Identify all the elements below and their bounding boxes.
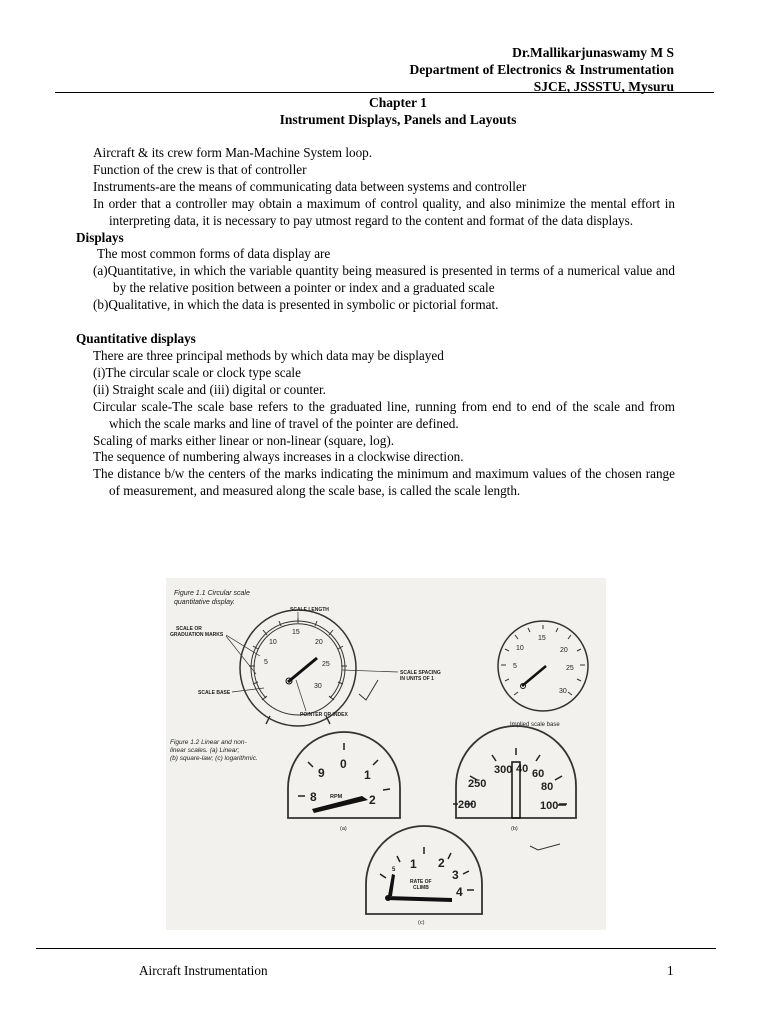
dial-c-unit-1: RATE OF — [410, 879, 432, 885]
dial1-num-25: 25 — [322, 661, 330, 668]
dial-a-num-1: 1 — [364, 768, 371, 782]
header-institution: SJCE, JSSSTU, Mysuru — [533, 79, 674, 94]
dial-c-pointer — [386, 896, 452, 902]
displays-lead: The most common forms of data display are — [97, 246, 331, 262]
dial-c-logarithmic — [366, 826, 482, 926]
dial-a-unit: RPM — [330, 794, 343, 800]
label-scale-base: SCALE BASE — [198, 690, 231, 696]
dial-c-unit-2: CLIMB — [413, 885, 429, 891]
dial-b-num-250: 250 — [468, 778, 487, 790]
page-number: 1 — [667, 963, 674, 978]
dial-c-label: (c) — [418, 920, 425, 926]
chapter-number: Chapter 1 — [369, 95, 427, 110]
intro-paragraph-4: In order that a controller may obtain a maximum of control quality, and also minimize the mental effort in interpreting data, it is necessary to pay utmost regard to the content and format of the data displays. — [93, 195, 675, 228]
dial-a-linear — [288, 732, 400, 832]
label-pointer: POINTER OR INDEX — [300, 712, 348, 718]
circular-scale-dial — [240, 610, 356, 726]
dial-a-num-2: 2 — [369, 793, 376, 807]
dial-c-num-3: 3 — [452, 868, 459, 882]
implied-scale-dial — [498, 621, 588, 711]
label-implied-scale: Implied scale base — [510, 722, 560, 728]
quant-line-7: The distance b/w the centers of the marks indicating the minimum and maximum values of the chosen range of measurement, and measured along the scale base, is called the scale length. — [93, 466, 675, 499]
label-spacing-1: SCALE SPACING — [400, 670, 441, 676]
dial1-num-15: 15 — [292, 629, 300, 636]
quant-line-4: Circular scale-The scale base refers to the graduated line, running from end to end of the scale and from which the scale marks and line of travel of the pointer are defined. — [93, 398, 675, 431]
handwritten-check-1 — [359, 680, 378, 700]
header-rule — [55, 92, 714, 93]
label-scale-marks-2: GRADUATION MARKS — [170, 632, 224, 638]
dial-a-num-0: 0 — [340, 757, 347, 771]
chapter-title: Instrument Displays, Panels and Layouts — [279, 112, 517, 127]
dial1-num-10: 10 — [269, 639, 277, 646]
dial2-num-5: 5 — [513, 663, 517, 670]
dial-c-num-1: 1 — [410, 857, 417, 871]
quant-line-3: (ii) Straight scale and (iii) digital or counter. — [93, 381, 326, 397]
dial-b-num-600: 60 — [532, 768, 545, 780]
quant-line-6: The sequence of numbering always increases in a clockwise direction. — [93, 449, 464, 465]
fig1-caption-1: Figure 1.1 Circular scale — [174, 590, 250, 597]
displays-item-a: (a)Quantitative, in which the variable quantity being measured is presented in terms of a numerical value and by the relative position between a pointer or index and a graduated scale — [93, 263, 675, 296]
dial2-num-15: 15 — [538, 635, 546, 642]
figure-drawing — [166, 578, 606, 930]
dial-a-num-8: 8 — [310, 790, 317, 804]
quant-line-2: (i)The circular scale or clock type scale — [93, 364, 301, 380]
intro-line-2: Function of the crew is that of controller — [93, 161, 307, 177]
label-scale-marks-1: SCALE OR — [176, 626, 202, 632]
dial-a-num-9: 9 — [318, 766, 325, 780]
dial-b-num-200: 200 — [458, 799, 477, 811]
dial-b-num-300: 300 — [494, 764, 513, 776]
intro-line-3: Instruments-are the means of communicating data between systems and controller — [93, 178, 527, 194]
quant-line-1: There are three principal methods by which data may be displayed — [93, 347, 444, 363]
dial-c-num-5: 5 — [392, 867, 396, 873]
footer-course: Aircraft Instrumentation — [139, 963, 268, 978]
quant-line-5: Scaling of marks either linear or non-linear (square, log). — [93, 432, 395, 448]
label-spacing-2: IN UNITS OF 1 — [400, 676, 434, 682]
body-text — [76, 145, 675, 500]
label-scale-length: SCALE LENGTH — [290, 607, 329, 613]
displays-item-b: (b)Qualitative, in which the data is presented in symbolic or pictorial format. — [93, 297, 499, 313]
fig2-caption-1: Figure 1.2 Linear and non- — [170, 739, 247, 746]
dial-b-num-1000: 100 — [540, 800, 559, 812]
dial-c-num-4: 4 — [456, 885, 463, 899]
dial-b-num-800: 80 — [541, 781, 554, 793]
figure-scan — [166, 578, 606, 930]
dial1-num-20: 20 — [315, 639, 323, 646]
dial1-num-5: 5 — [264, 659, 268, 666]
fig2-caption-3: (b) square-law; (c) logarithmic. — [170, 755, 258, 762]
header-department: Department of Electronics & Instrumentation — [409, 62, 674, 77]
header-author: Dr.Mallikarjunaswamy M S — [512, 45, 674, 60]
dial-b-label: (b) — [511, 826, 518, 832]
quantitative-heading: Quantitative displays — [76, 331, 196, 347]
dial2-num-20: 20 — [560, 647, 568, 654]
dial-c-num-2: 2 — [438, 856, 445, 870]
fig1-caption-2: quantitative display. — [174, 599, 235, 606]
handwritten-mark-2 — [530, 844, 560, 850]
displays-heading: Displays — [76, 229, 124, 245]
dial2-num-10: 10 — [516, 645, 524, 652]
dial2-num-25: 25 — [566, 665, 574, 672]
dial1-num-30: 30 — [314, 683, 322, 690]
footer-rule — [36, 948, 716, 949]
dial-a-label: (a) — [340, 826, 347, 832]
intro-line-1: Aircraft & its crew form Man-Machine System loop. — [93, 145, 373, 160]
dial2-pointer — [522, 666, 546, 686]
dial1-pointer — [288, 658, 317, 682]
dial2-num-30: 30 — [559, 688, 567, 695]
fig2-caption-2: linear scales. (a) Linear; — [170, 747, 240, 754]
dial-b-square-law — [453, 726, 576, 832]
dial-b-num-400: 40 — [516, 763, 529, 775]
